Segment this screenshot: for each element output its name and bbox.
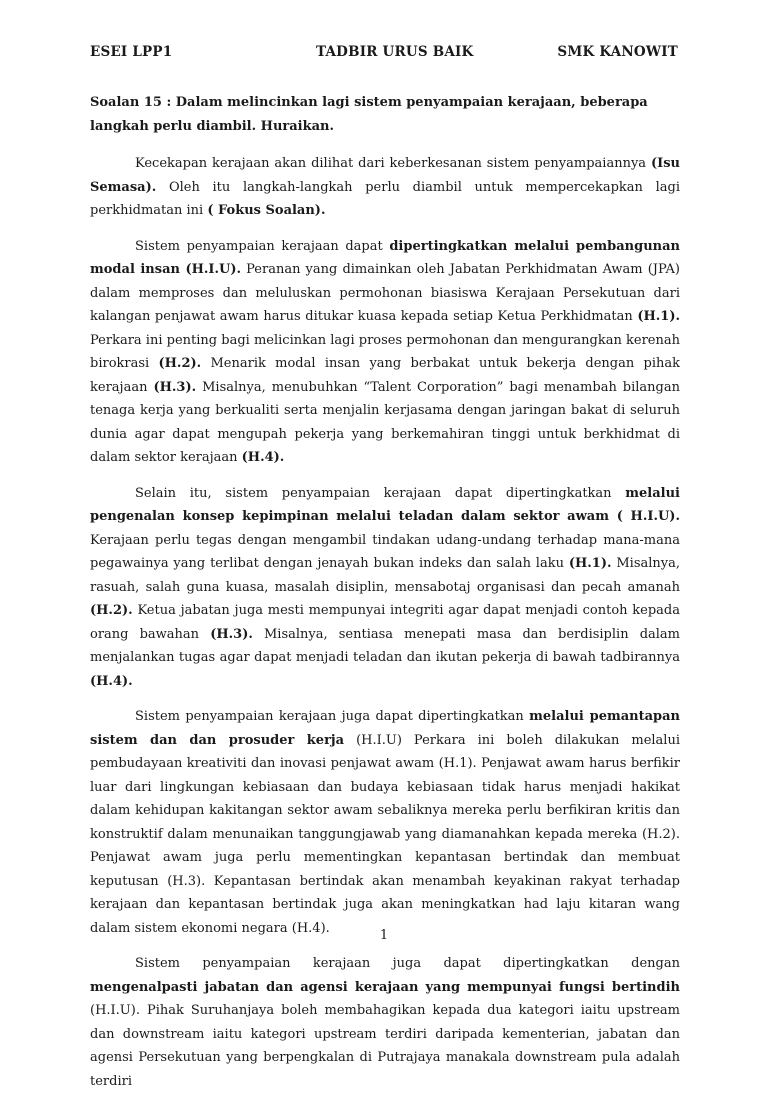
paragraph-text: Kecekapan kerajaan akan dilihat dari keberkesanan sistem penyampaiannya (135, 156, 651, 171)
paragraph-text: Selain itu, sistem penyampaian kerajaan dapat dipertingkatkan (135, 485, 626, 501)
bold-text: (Isu Semasa). (90, 156, 680, 195)
paragraph-text: Sistem penyampaian kerajaan juga dapat dipertingkatkan dengan (135, 956, 680, 971)
paragraph-text: (H.I.U). Pihak Suruhanjaya boleh membahagikan kepada dua kategori iaitu upstream dan downstream iaitu kategori upstream terdiri daripada kementerian, jabatan dan agensi Persekutuan yang berpengkalan di Putrajaya manakala downstream pula adalah terdiri (90, 1003, 680, 1089)
paragraph-text: Ketua jabatan juga mesti mempunyai integriti agar dapat menjadi contoh kepada orang bawahan (90, 603, 680, 642)
bold-text: (H.4). (90, 673, 133, 689)
header-left: ESEI LPP1 (90, 44, 173, 60)
paragraph-text: Menarik modal insan yang berbakat untuk bekerja dengan pihak kerajaan (90, 356, 680, 395)
document-body (90, 91, 680, 1105)
bold-text: (H.2). (158, 356, 202, 371)
body-paragraph (90, 952, 680, 1093)
paragraph-text: Oleh itu langkah-langkah perlu diambil untuk mempercekapkan lagi perkhidmatan ini (90, 179, 680, 218)
paragraph-text: Misalnya, rasuah, salah guna kuasa, masalah disiplin, mensabotaj organisasi dan pecah amanah (90, 556, 680, 595)
bold-text: (H.4). (241, 450, 285, 465)
page-number: 1 (379, 928, 389, 943)
paragraph-text: Sistem penyampaian kerajaan juga dapat dipertingkatkan (135, 709, 530, 724)
paragraph-text: Misalnya, menubuhkan “Talent Corporation” bagi menambah bilangan tenaga kerja yang berkualiti serta menjalin kerjasama dengan jaringan bakat di seluruh dunia agar dapat mengupah pekerja yang berkemahiran tinggi untuk berkhidmat di dalam sektor kerajaan (90, 379, 680, 465)
body-paragraph (90, 705, 680, 940)
paragraph-list (90, 152, 680, 1093)
paragraph-text: Perkara ini penting bagi melicinkan lagi proses permohonan dan mengurangkan kerenah birokrasi (90, 332, 680, 371)
bold-text: (H.1). (568, 556, 612, 571)
bold-text: (H.1). (637, 309, 680, 324)
page-header (90, 44, 678, 66)
bold-text: (H.3). (153, 379, 197, 395)
paragraph-text: (H.I.U) Perkara ini boleh dilakukan melalui pembudayaan kreativiti dan inovasi penjawat awam (H.1). Penjawat awam harus berfikir luar dari lingkungan kebiasaan dan budaya kebiasaan tidak harus menjadi hakikat dalam kehidupan kakitangan sektor awam sebaliknya mereka perlu berfikiran kritis dan konstruktif dalam menunaikan tanggungjawab yang diamanahkan kepada mereka (H.2). Penjawat awam juga perlu mementingkan kepantasan bertindak dan membuat keputusan (H.3). Kepantasan bertindak akan menambah keyakinan rakyat terhadap kerajaan dan kepantasan bertindak juga akan meningkatkan had laju kitaran wang dalam sistem ekonomi negara (H.4). (90, 732, 680, 936)
bold-text: ( Fokus Soalan). (207, 203, 326, 218)
header-right: SMK KANOWIT (557, 44, 678, 60)
bold-text: melalui pemantapan sistem dan dan prosuder kerja (90, 709, 680, 748)
paragraph-text: Peranan yang dimainkan oleh Jabatan Perkhidmatan Awam (JPA) dalam memproses dan meluluskan permohonan biasiswa Kerajaan Persekutuan dari kalangan penjawat awam harus ditukar kuasa kepada setiap Ketua Perkhidmatan (90, 262, 680, 324)
body-paragraph (90, 152, 680, 223)
bold-text: dipertingkatkan melalui pembangunan modal insan (H.I.U). (90, 238, 681, 277)
header-center: TADBIR URUS BAIK (316, 44, 474, 60)
bold-text: mengenalpasti jabatan dan agensi kerajaan yang mempunyai fungsi bertindih (90, 979, 680, 995)
bold-text: (H.3). (210, 626, 253, 642)
body-paragraph (90, 235, 680, 470)
body-paragraph (90, 482, 680, 694)
question-heading: Soalan 15 : Dalam melincinkan lagi sistem penyampaian kerajaan, beberapa langkah perlu diambil. Huraikan. (90, 95, 648, 134)
paragraph-text: Sistem penyampaian kerajaan dapat (135, 238, 390, 254)
bold-text: (H.2). (90, 603, 133, 618)
paragraph-text: Misalnya, sentiasa menepati masa dan berdisiplin dalam menjalankan tugas agar dapat menjadi teladan dan ikutan pekerja di bawah tadbirannya (90, 626, 680, 665)
paragraph-text: Kerajaan perlu tegas dengan mengambil tindakan udang-undang terhadap mana-mana pegawainya yang terlibat dengan jenayah bukan indeks dan salah laku (90, 532, 680, 571)
bold-text: melalui pengenalan konsep kepimpinan melalui teladan dalam sektor awam ( H.I.U). (90, 485, 680, 524)
